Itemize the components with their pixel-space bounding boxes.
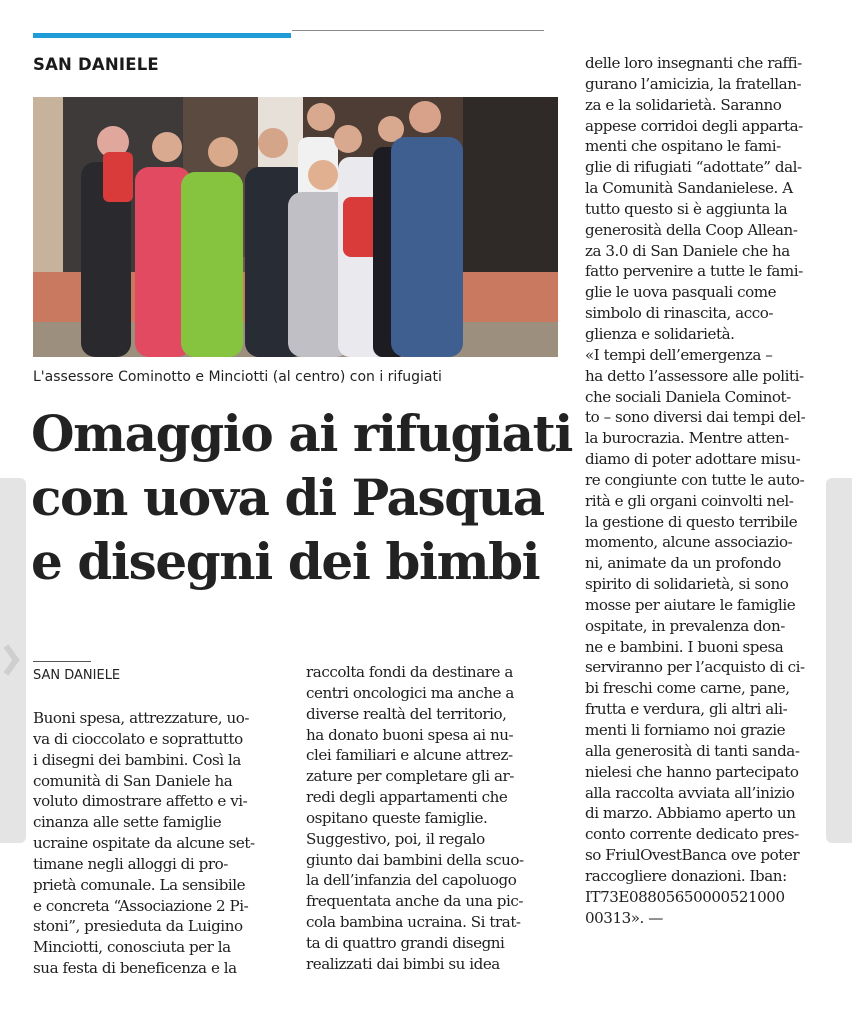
- text-line: diverse realtà del territorio,: [306, 704, 507, 723]
- text-line: tutto questo si è aggiunta la: [585, 199, 788, 218]
- text-line: cola bambina ucraina. Si trat-: [306, 913, 521, 932]
- text-line: ha donato buoni spesa ai nu-: [306, 725, 514, 744]
- text-line: simbolo di rinascita, acco-: [585, 304, 774, 323]
- text-line: menti che ospitano le fami-: [585, 137, 781, 156]
- text-line: ha detto l’assessore alle politi-: [585, 366, 804, 385]
- text-line: e concreta “Associazione 2 Pi-: [33, 896, 249, 915]
- section-label: SAN DANIELE: [33, 55, 159, 74]
- byline: SAN DANIELE: [33, 668, 121, 683]
- text-line: Suggestivo, poi, il regalo: [306, 829, 485, 848]
- chevron-icon: [2, 640, 22, 680]
- text-line: la dell’infanzia del capoluogo: [306, 871, 517, 890]
- text-line: glienza e solidarietà.: [585, 324, 735, 343]
- text-line: realizzati dai bimbi su idea: [306, 954, 500, 973]
- byline-rule: [33, 661, 91, 662]
- text-line: raccogliere donazioni. Iban:: [585, 866, 787, 885]
- text-line: timane negli alloggi di pro-: [33, 854, 228, 873]
- text-line: alla generosità di tanti sanda-: [585, 741, 800, 760]
- text-line: so FriulOvestBanca ove poter: [585, 846, 800, 865]
- text-line: nielesi che hanno partecipato: [585, 762, 799, 781]
- text-line: comunità di San Daniele ha: [33, 771, 233, 790]
- text-line: 00313». —: [585, 908, 663, 927]
- article-headline: [31, 402, 571, 594]
- text-line: re congiunte con tutte le auto-: [585, 470, 805, 489]
- scroll-edge-left: [0, 478, 26, 843]
- text-line: la Comunità Sandanielese. A: [585, 179, 793, 198]
- text-line: stoni”, presieduta da Luigino: [33, 917, 243, 936]
- text-line: frequentata anche da una pic-: [306, 892, 524, 911]
- text-line: ni, animate da un profondo: [585, 554, 781, 573]
- article-column-3: [585, 53, 833, 928]
- text-line: voluto dimostrare affetto e vi-: [33, 792, 248, 811]
- text-line: Buoni spesa, attrezzature, uo-: [33, 709, 250, 727]
- text-line: rità e gli organi coinvolti nel-: [585, 491, 794, 510]
- text-line: to – sono diversi dai tempi del-: [585, 408, 806, 427]
- text-line: bi freschi come carne, pane,: [585, 679, 790, 698]
- article-column-2: [306, 662, 561, 975]
- text-line: ta di quattro grandi disegni: [306, 933, 505, 952]
- text-line: za e la solidarietà. Saranno: [585, 95, 782, 114]
- header-rule: [292, 30, 544, 31]
- text-line: Minciotti, conosciuta per la: [33, 938, 231, 957]
- text-line: generosità della Coop Allean-: [585, 220, 798, 239]
- text-line: redi degli appartamenti che: [306, 788, 508, 807]
- text-line: gurano l’amicizia, la fratellan-: [585, 74, 802, 93]
- text-line: ospitano queste famiglie.: [306, 808, 488, 827]
- text-line: ucraine ospitate da alcune set-: [33, 834, 255, 853]
- text-line: centri oncologici ma anche a: [306, 683, 514, 702]
- text-line: la burocrazia. Mentre atten-: [585, 429, 789, 448]
- text-line: raccolta fondi da destinare a: [306, 663, 513, 681]
- text-line: frutta e verdura, gli altri ali-: [585, 700, 788, 719]
- headline-line: con uova di Pasqua: [31, 468, 544, 527]
- text-line: la gestione di questo terribile: [585, 512, 798, 531]
- text-line: giunto dai bambini della scuo-: [306, 850, 524, 869]
- headline-line: e disegni dei bimbi: [31, 532, 540, 591]
- section-accent-bar: [33, 33, 291, 38]
- text-line: zature per completare gli ar-: [306, 767, 514, 786]
- text-line: za 3.0 di San Daniele che ha: [585, 241, 790, 260]
- text-line: «I tempi dell’emergenza –: [585, 345, 773, 364]
- photo-caption: L'assessore Cominotto e Minciotti (al centro) con i rifugiati: [33, 369, 442, 385]
- text-line: ospitate, in prevalenza don-: [585, 616, 785, 635]
- text-line: diamo di poter adottare misu-: [585, 450, 801, 469]
- article-photo: [33, 97, 558, 357]
- text-line: fatto pervenire a tutte le fami-: [585, 262, 803, 281]
- text-line: momento, alcune associazio-: [585, 533, 793, 552]
- article-column-1: [33, 708, 283, 979]
- text-line: delle loro insegnanti che raffi-: [585, 54, 802, 72]
- text-line: prietà comunale. La sensibile: [33, 875, 246, 894]
- text-line: che sociali Daniela Cominot-: [585, 387, 791, 406]
- text-line: i disegni dei bambini. Così la: [33, 750, 241, 769]
- text-line: glie di rifugiati “adottate” dal-: [585, 158, 802, 177]
- text-line: spirito di solidarietà, si sono: [585, 575, 789, 594]
- text-line: va di cioccolato e soprattutto: [33, 729, 243, 748]
- text-line: clei familiari e alcune attrez-: [306, 746, 513, 765]
- text-line: alla raccolta avviata all’inizio: [585, 783, 795, 802]
- text-line: menti li forniamo noi grazie: [585, 721, 786, 739]
- text-line: appese corridoi degli apparta-: [585, 116, 803, 135]
- headline-line: Omaggio ai rifugiati: [31, 404, 572, 463]
- text-line: glie le uova pasquali come: [585, 283, 777, 302]
- text-line: cinanza alle sette famiglie: [33, 813, 222, 832]
- text-line: IT73E08805650000521000: [585, 887, 785, 906]
- text-line: sua festa di beneficenza e la: [33, 959, 237, 978]
- text-line: serviranno per l’acquisto di ci-: [585, 658, 805, 677]
- text-line: conto corrente dedicato pres-: [585, 825, 799, 844]
- text-line: ne e bambini. I buoni spesa: [585, 637, 784, 656]
- text-line: mosse per aiutare le famiglie: [585, 595, 796, 614]
- text-line: di marzo. Abbiamo aperto un: [585, 804, 796, 823]
